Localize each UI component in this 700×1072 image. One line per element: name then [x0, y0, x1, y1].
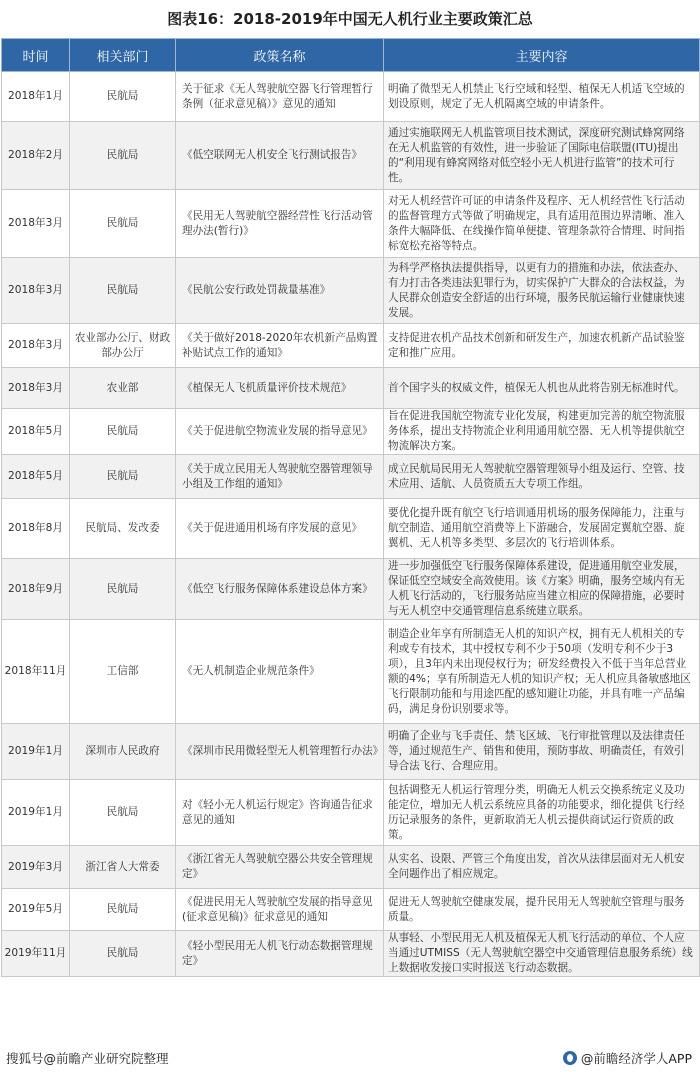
content-cell: 从实名、设限、严管三个角度出发，首次从法律层面对无人机安全问题作出了相应规定。: [384, 846, 700, 889]
time-cell: 2019年1月: [2, 724, 70, 780]
time-cell: 2018年5月: [2, 409, 70, 455]
time-cell: 2018年1月: [2, 72, 70, 122]
department-cell: 民航局: [70, 931, 176, 977]
footer-brand: [563, 1049, 692, 1067]
policy-name-cell: 《促进民用无人驾驶航空发展的指导意见(征求意见稿)》征求意见的通知: [176, 889, 384, 931]
time-cell: 2018年3月: [2, 368, 70, 409]
policy-name-cell: 《植保无人飞机质量评价技术规范》: [176, 368, 384, 409]
content-cell: 支持促进农机产品技术创新和研发生产，加速农机新产品试验鉴定和推广应用。: [384, 324, 700, 368]
policy-name-cell: 《低空飞行服务保障体系建设总体方案》: [176, 559, 384, 620]
policy-name-cell: 《关于做好2018-2020年农机新产品购置补贴试点工作的通知》: [176, 324, 384, 368]
footer-source: 搜狐号@前瞻产业研究院整理: [6, 1051, 169, 1066]
table-row: [2, 324, 700, 368]
table-row: [2, 409, 700, 455]
table-row: [2, 846, 700, 889]
department-cell: 民航局: [70, 455, 176, 499]
policy-name-cell: 《低空联网无人机安全飞行测试报告》: [176, 122, 384, 190]
department-cell: 民航局: [70, 258, 176, 324]
department-cell: 民航局、发改委: [70, 499, 176, 559]
time-cell: 2018年5月: [2, 455, 70, 499]
department-cell: 民航局: [70, 122, 176, 190]
time-cell: 2019年3月: [2, 846, 70, 889]
table-row: [2, 499, 700, 559]
department-cell: 浙江省人大常委: [70, 846, 176, 889]
time-cell: 2018年3月: [2, 190, 70, 258]
department-cell: 工信部: [70, 620, 176, 724]
department-cell: 民航局: [70, 559, 176, 620]
content-cell: 明确了微型无人机禁止飞行空域和轻型、植保无人机适飞空域的划设原则，规定了无人机隔离空域的申请条件。: [384, 72, 700, 122]
content-cell: 成立民航局民用无人驾驶航空器管理领导小组及运行、空管、技术应用、适航、人员资质五大专项工作组。: [384, 455, 700, 499]
policy-name-cell: 《无人机制造企业规范条件》: [176, 620, 384, 724]
table-row: [2, 724, 700, 780]
header-time: 时间: [2, 39, 70, 72]
policy-name-cell: 关于征求《无人驾驶航空器飞行管理暂行条例（征求意见稿）》意见的通知: [176, 72, 384, 122]
department-cell: 民航局: [70, 889, 176, 931]
department-cell: 民航局: [70, 190, 176, 258]
policy-table: [1, 38, 700, 977]
department-cell: 民航局: [70, 72, 176, 122]
content-cell: 进一步加强低空飞行服务保障体系建设，促进通用航空业发展，保证低空空域安全高效使用。该《方案》明确，服务空域内有无人机飞行活动的，飞行服务站应当建立相应的保障措施，必要时与无人机空中交通管理信息系统建立联系。: [384, 559, 700, 620]
time-cell: 2019年11月: [2, 931, 70, 977]
table-row: [2, 559, 700, 620]
table-row: [2, 122, 700, 190]
content-cell: 对无人机经营许可证的申请条件及程序、无人机经营性飞行活动的监督管理方式等做了明确规定，具有适用范围边界清晰、准入条件大幅降低、在线操作简单便捷、管理条款符合情理、时间指标宽松充裕等特点。: [384, 190, 700, 258]
content-cell: 明确了企业与飞手责任、禁飞区域、飞行审批管理以及法律责任等，通过规范生产、销售和使用，预防事故、明确责任，有效引导合法飞行、合理应用。: [384, 724, 700, 780]
content-cell: 包括调整无人机运行管理分类，明确无人机云交换系统定义及功能定位，增加无人机云系统应具备的功能要求，细化提供飞行经历记录服务的条件，更新取消无人机云提供商试运行资质的政策。: [384, 780, 700, 846]
table-row: [2, 368, 700, 409]
header-policy-name: 政策名称: [176, 39, 384, 72]
policy-name-cell: 《轻小型民用无人机飞行动态数据管理规定》: [176, 931, 384, 977]
table-row: [2, 889, 700, 931]
policy-name-cell: 《浙江省无人驾驶航空器公共安全管理规定》: [176, 846, 384, 889]
time-cell: 2018年8月: [2, 499, 70, 559]
table-row: [2, 620, 700, 724]
department-cell: 农业部: [70, 368, 176, 409]
content-cell: 为科学严格执法提供指导，以更有力的措施和办法，依法查办、有力打击各类违法犯罪行为，切实保护广大群众的合法权益，为人民群众创造安全舒适的出行环境，服务民航运输行业健康快速发展。: [384, 258, 700, 324]
department-cell: 民航局: [70, 780, 176, 846]
header-content: 主要内容: [384, 39, 700, 72]
policy-name-cell: 对《轻小无人机运行规定》咨询通告征求意见的通知: [176, 780, 384, 846]
footer: [0, 1043, 700, 1072]
footer-brand-text: @前瞻经济学人APP: [580, 1051, 692, 1066]
time-cell: 2018年3月: [2, 324, 70, 368]
table-row: [2, 455, 700, 499]
table-body: [2, 72, 700, 977]
time-cell: 2018年3月: [2, 258, 70, 324]
page-title: 图表16：2018-2019年中国无人机行业主要政策汇总: [167, 10, 533, 28]
table-header-row: [2, 39, 700, 72]
content-cell: 要优化提升既有航空飞行培训通用机场的服务保障能力，注重与航空制造、通用航空消费等上下游融合，发展固定翼航空器、旋翼机、无人机等多类型、多层次的飞行培训体系。: [384, 499, 700, 559]
policy-name-cell: 《关于成立民用无人驾驶航空器管理领导小组及工作组的通知》: [176, 455, 384, 499]
qianzhan-logo-icon: [563, 1051, 577, 1065]
time-cell: 2018年9月: [2, 559, 70, 620]
policy-name-cell: 《民航公安行政处罚裁量基准》: [176, 258, 384, 324]
content-cell: 旨在促进我国航空物流专业化发展，构建更加完善的航空物流服务体系，提出支持物流企业利用通用航空器、无人机等提供航空物流解决方案。: [384, 409, 700, 455]
policy-name-cell: 《关于促进航空物流业发展的指导意见》: [176, 409, 384, 455]
content-cell: 从事轻、小型民用无人机及植保无人机飞行活动的单位、个人应当通过UTMISS（无人驾驶航空器空中交通管理信息服务系统）线上数据收发接口实时报送飞行动态数据。: [384, 931, 700, 977]
table-row: [2, 931, 700, 977]
header-dept: 相关部门: [70, 39, 176, 72]
time-cell: 2018年2月: [2, 122, 70, 190]
table-row: [2, 190, 700, 258]
time-cell: 2018年11月: [2, 620, 70, 724]
table-row: [2, 780, 700, 846]
time-cell: 2019年1月: [2, 780, 70, 846]
department-cell: 农业部办公厅、财政部办公厅: [70, 324, 176, 368]
content-cell: 制造企业年享有所制造无人机的知识产权，拥有无人机相关的专利或专有技术，其中授权专利不少于50项（发明专利不少于3项），且3年内未出现侵权行为；研发经费投入不低于当年总营业额的4%；享有所制造无人机的知识产权；无人机应具备敏感地区飞行限制功能和与用途匹配的感知避让功能，并具有唯一产品编码，满足身份识别要求等。: [384, 620, 700, 724]
time-cell: 2019年5月: [2, 889, 70, 931]
content-cell: 首个国字头的权威文件，植保无人机也从此将告别无标准时代。: [384, 368, 700, 409]
department-cell: 深圳市人民政府: [70, 724, 176, 780]
content-cell: 通过实施联网无人机监管项目技术测试，深度研究测试蜂窝网络在无人机监管的有效性，进一步验证了国际电信联盟(ITU)提出的“利用现有蜂窝网络对低空轻小无人机进行监管”的技术可行性。: [384, 122, 700, 190]
policy-name-cell: 《深圳市民用微轻型无人机管理暂行办法》: [176, 724, 384, 780]
content-cell: 促进无人驾驶航空健康发展，提升民用无人驾驶航空管理与服务质量。: [384, 889, 700, 931]
policy-name-cell: 《关于促进通用机场有序发展的意见》: [176, 499, 384, 559]
table-row: [2, 258, 700, 324]
policy-name-cell: 《民用无人驾驶航空器经营性飞行活动管理办法(暂行)》: [176, 190, 384, 258]
table-row: [2, 72, 700, 122]
department-cell: 民航局: [70, 409, 176, 455]
